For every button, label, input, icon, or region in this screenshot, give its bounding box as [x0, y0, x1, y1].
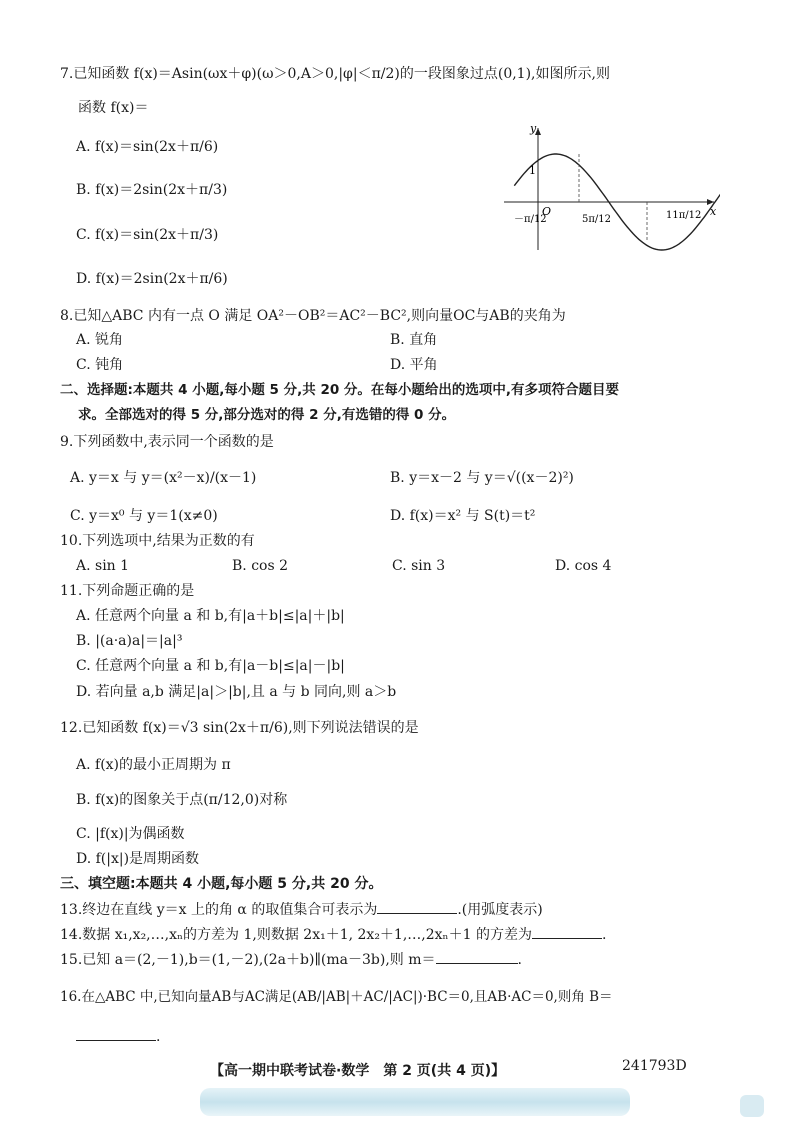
- scan-artifact-corner: [740, 1095, 764, 1117]
- tick-one-label: 1: [529, 164, 536, 177]
- q8-stem: 8.已知△ABC 内有一点 O 满足 OA²－OB²＝AC²－BC²,则向量OC与AB的夹角为: [60, 308, 566, 324]
- q12-option-c: C. |f(x)|为偶函数: [76, 826, 185, 842]
- q7-option-a: A. f(x)＝sin(2x＋π/6): [76, 139, 219, 155]
- q8-option-d: D. 平角: [390, 357, 438, 373]
- q13-text-end: .(用弧度表示): [457, 902, 543, 918]
- q14-answer-blank[interactable]: [532, 924, 602, 939]
- q14-text-end: .: [601, 927, 607, 943]
- q16-text-end: .: [156, 1029, 161, 1045]
- q7-option-c: C. f(x)＝sin(2x＋π/3): [76, 227, 219, 243]
- scan-artifact: [200, 1088, 630, 1116]
- q15: [60, 949, 522, 970]
- q7-stem-cont: 函数 f(x)＝: [78, 100, 149, 116]
- tick-neg-pi-12: －π/12: [514, 214, 547, 225]
- page-footer: 【高一期中联考试卷·数学 第 2 页(共 4 页)】: [210, 1063, 506, 1079]
- q13-answer-blank[interactable]: [377, 899, 457, 914]
- q7-option-b: B. f(x)＝2sin(2x＋π/3): [76, 182, 228, 198]
- origin-label: O: [542, 205, 552, 218]
- q9-option-d: D. f(x)＝x² 与 S(t)＝t²: [390, 508, 536, 524]
- q10-option-c: C. sin 3: [392, 558, 446, 574]
- q12-stem: 12.已知函数 f(x)＝√3 sin(2x＋π/6),则下列说法错误的是: [60, 720, 419, 736]
- q9-option-c: C. y＝x⁰ 与 y＝1(x≠0): [70, 508, 218, 524]
- q11-option-b: B. |(a·a)a|＝|a|³: [76, 633, 183, 649]
- q8-option-b: B. 直角: [390, 332, 438, 348]
- q10-option-d: D. cos 4: [555, 558, 612, 574]
- q11-option-d: D. 若向量 a,b 满足|a|＞|b|,且 a 与 b 同向,则 a＞b: [76, 684, 397, 700]
- q12-option-d: D. f(|x|)是周期函数: [76, 851, 200, 867]
- section3-heading: 三、填空题:本题共 4 小题,每小题 5 分,共 20 分。: [60, 876, 383, 892]
- y-axis-label: y: [530, 122, 537, 135]
- section2-heading: 二、选择题:本题共 4 小题,每小题 5 分,共 20 分。在每小题给出的选项中,有多项符合题目要: [60, 382, 620, 398]
- exam-code: 241793D: [622, 1058, 687, 1074]
- q15-text-end: .: [517, 952, 522, 968]
- tick-5pi-12: 5π/12: [582, 214, 612, 225]
- q16-answer-blank[interactable]: [76, 1026, 156, 1041]
- q13-text: 13.终边在直线 y＝x 上的角 α 的取值集合可表示为: [60, 902, 378, 918]
- q7-option-d: D. f(x)＝2sin(2x＋π/6): [76, 271, 228, 287]
- q11-stem: 11.下列命题正确的是: [60, 583, 195, 599]
- q16-stem: 16.在△ABC 中,已知向量AB与AC满足(AB/|AB|＋AC/|AC|)·BC＝0,且AB·AC＝0,则角 B＝: [60, 989, 613, 1005]
- q14-text: 14.数据 x₁,x₂,…,xₙ的方差为 1,则数据 2x₁＋1, 2x₂＋1,…,2xₙ＋1 的方差为: [60, 927, 532, 943]
- sine-graph: [500, 122, 720, 254]
- q12-option-b: B. f(x)的图象关于点(π/12,0)对称: [76, 792, 288, 808]
- q15-answer-blank[interactable]: [436, 949, 518, 964]
- q9-option-b: B. y＝x－2 与 y＝√((x－2)²): [390, 470, 574, 486]
- q9-stem: 9.下列函数中,表示同一个函数的是: [60, 434, 274, 450]
- q8-option-c: C. 钝角: [76, 357, 124, 373]
- q10-option-b: B. cos 2: [232, 558, 288, 574]
- x-axis-label: x: [710, 205, 717, 218]
- q15-text: 15.已知 a＝(2,－1),b＝(1,－2),(2a＋b)∥(ma－3b),则 m＝: [60, 952, 436, 968]
- section2-heading-cont: 求。全部选对的得 5 分,部分选对的得 2 分,有选错的得 0 分。: [78, 407, 456, 423]
- q13: [60, 899, 543, 920]
- q12-option-a: A. f(x)的最小正周期为 π: [76, 757, 231, 773]
- q10-option-a: A. sin 1: [76, 558, 130, 574]
- q8-option-a: A. 锐角: [76, 332, 124, 348]
- q10-stem: 10.下列选项中,结果为正数的有: [60, 533, 255, 549]
- q9-option-a: A. y＝x 与 y＝(x²－x)/(x－1): [70, 470, 257, 486]
- q7-stem: 7.已知函数 f(x)＝Asin(ωx＋φ)(ω＞0,A＞0,|φ|＜π/2)的一段图象过点(0,1),如图所示,则: [60, 66, 610, 82]
- q11-option-c: C. 任意两个向量 a 和 b,有|a－b|≤|a|－|b|: [76, 658, 345, 674]
- q11-option-a: A. 任意两个向量 a 和 b,有|a＋b|≤|a|＋|b|: [76, 608, 345, 624]
- q16-answer: [76, 1026, 160, 1047]
- tick-11pi-12: 11π/12: [666, 210, 702, 221]
- q14: [60, 924, 606, 945]
